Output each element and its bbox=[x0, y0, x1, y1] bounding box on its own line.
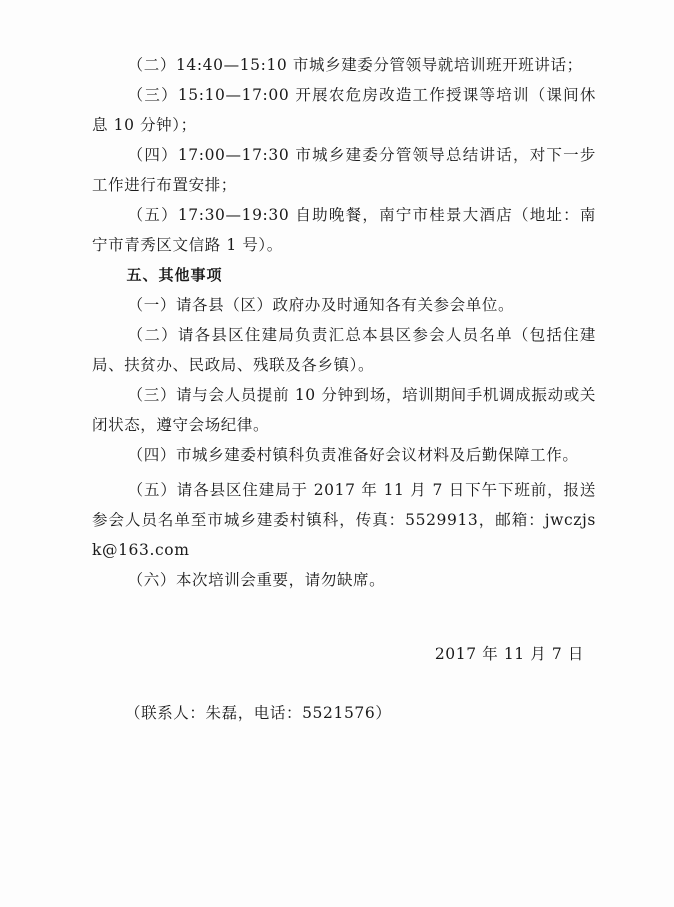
schedule-item-3: （三）15:10—17:00 开展农危房改造工作授课等培训（课间休息 10 分钟）； bbox=[92, 86, 596, 134]
matter-item-3: （三）请与会人员提前 10 分钟到场，培训期间手机调成振动或关闭状态，遵守会场纪律。 bbox=[92, 386, 596, 434]
matter-item-4: （四）市城乡建委村镇科负责准备好会议材料及后勤保障工作。 bbox=[127, 446, 579, 464]
document-body bbox=[92, 50, 596, 595]
matter-item-5: （五）请各县区住建局于 2017 年 11 月 7 日下午下班前，报送参会人员名单至市城乡建委村镇科，传真：5529913，邮箱：jwczjsk@163.com bbox=[92, 481, 596, 559]
document-date: 2017 年 11 月 7 日 bbox=[434, 645, 584, 663]
schedule-item-2: （二）14:40—15:10 市城乡建委分管领导就培训班开班讲话； bbox=[127, 56, 583, 74]
contact-info: （联系人：朱磊，电话：5521576） bbox=[125, 704, 392, 722]
matter-item-1: （一）请各县（区）政府办及时通知各有关参会单位。 bbox=[127, 296, 515, 314]
matter-item-2: （二）请各县区住建局负责汇总本县区参会人员名单（包括住建局、扶贫办、民政局、残联及各乡镇）。 bbox=[92, 326, 596, 374]
schedule-item-4: （四）17:00—17:30 市城乡建委分管领导总结讲话，对下一步工作进行布置安排； bbox=[92, 146, 596, 194]
section-heading-other-matters: 五、其他事项 bbox=[126, 266, 223, 284]
matter-item-6: （六）本次培训会重要，请勿缺席。 bbox=[127, 571, 386, 589]
schedule-item-5: （五）17:30—19:30 自助晚餐，南宁市桂景大酒店（地址：南宁市青秀区文信路 1 号）。 bbox=[92, 206, 596, 254]
